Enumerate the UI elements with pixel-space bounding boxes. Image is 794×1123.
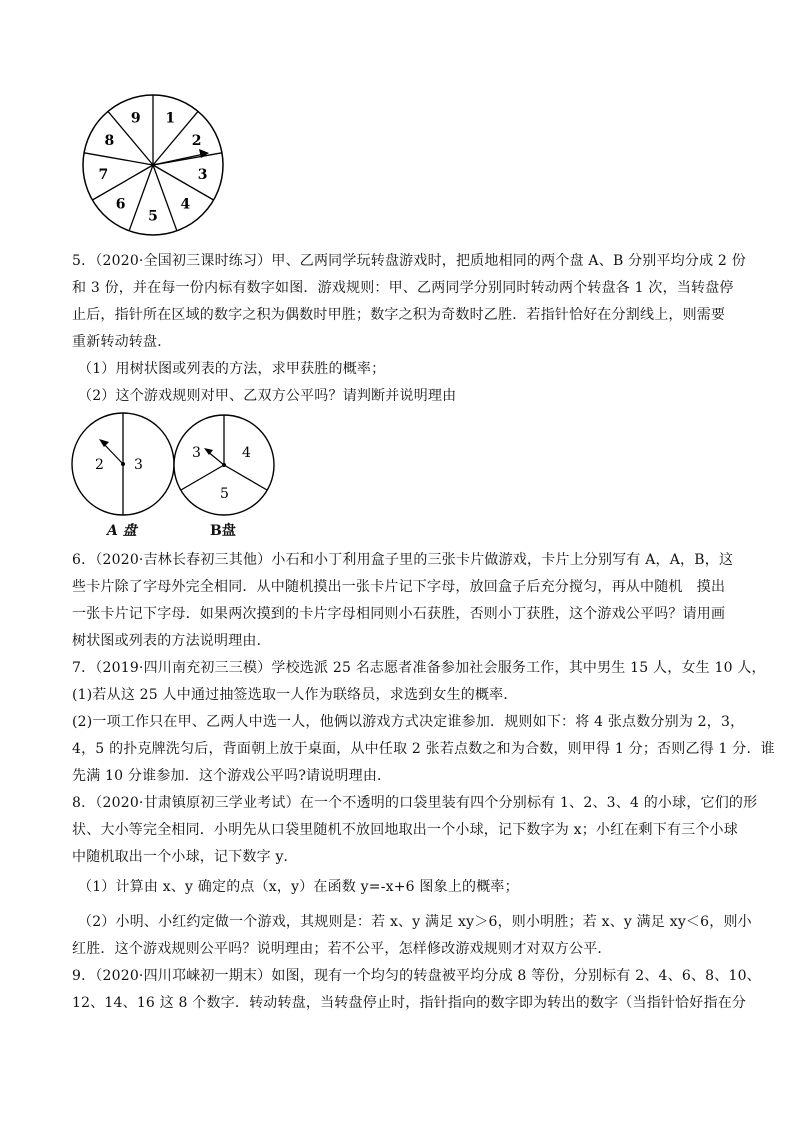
text-line: 树状图或列表的方法说明理由． (72, 633, 271, 649)
text-line: 状、大小等完全相同．小明先从口袋里随机不放回地取出一个小球，记下数字为 x；小红在剩下有三个小球 (72, 822, 738, 838)
disk-b (172, 413, 276, 517)
text-line: （2）这个游戏规则对甲、乙双方公平吗？请判断并说明理由 (78, 388, 457, 404)
text-line: (2)一项工作只在甲、乙两人中选一人，他俩以游戏方式决定谁参加．规则如下：将 4 张点数分别为 2，3， (72, 714, 745, 730)
text-line: 9．（2020·四川邛崃初一期末）如图，现有一个均匀的转盘被平均分成 8 等份，分别标有 2、4、6、8、10、 (72, 968, 761, 984)
text-line: 一张卡片记下字母．如果两次摸到的卡片字母相同则小石获胜，否则小丁获胜，这个游戏公平吗？请用画 (72, 606, 726, 622)
wheel-sector-label: 6 (115, 196, 126, 213)
text-line: 12、14、16 这 8 个数字．转动转盘，当转盘停止时，指针指向的数字即为转出的数字（当指针恰好指在分 (72, 995, 747, 1011)
disk-a (70, 412, 176, 518)
wheel-sector-label: 2 (191, 132, 202, 149)
text-line: 8．（2020·甘肃镇原初三学业考试）在一个不透明的口袋里装有四个分别标有 1、2、3、4 的小球，它们的形 (72, 795, 758, 811)
spinner-wheel-9 (78, 93, 228, 237)
disk-a-caption: A 盘 (107, 523, 137, 539)
text-line: (1)若从这 25 人中通过抽签选取一人作为联络员，求选到女生的概率． (72, 687, 518, 703)
text-line: 重新转动转盘． (72, 334, 172, 350)
text-line: 些卡片除了字母外完全相同．从中随机摸出一张卡片记下字母，放回盒子后充分搅匀，再从中随机 摸出 (72, 579, 726, 595)
text-line: 4，5 的扑克牌洗匀后，背面朝上放于桌面，从中任取 2 张若点数之和为合数，则甲得 1 分；否则乙得 1 分．谁 (72, 741, 775, 757)
wheel-sector-label: 3 (197, 166, 208, 183)
disk-b-label-left: 3 (192, 445, 201, 461)
text-line: 先满 10 分谁参加．这个游戏公平吗?请说明理由． (72, 768, 392, 784)
text-line: 6．（2020·吉林长春初三其他）小石和小丁利用盒子里的三张卡片做游戏，卡片上分别写有 A，A，B，这 (72, 552, 734, 568)
text-line: 红胜．这个游戏规则公平吗？说明理由；若不公平，怎样修改游戏规则才对双方公平． (72, 941, 612, 957)
text-line: 7．（2019·四川南充初三三模）学校选派 25 名志愿者准备参加社会服务工作，其中男生 15 人，女生 10 人， (72, 660, 766, 676)
wheel-sector-label: 4 (180, 196, 191, 213)
disk-b-caption: B盘 (210, 523, 236, 539)
disk-a-label-left: 2 (95, 457, 104, 473)
text-line: （1）计算由 x、y 确定的点（x，y）在函数 y=-x+6 图象上的概率； (78, 879, 519, 895)
text-line: 止后，指针所在区域的数字之积为偶数时甲胜；数字之积为奇数时乙胜．若指针恰好在分割线上，则需要 (72, 307, 726, 323)
wheel-sector-label: 5 (148, 208, 158, 225)
disk-b-label-bottom: 5 (220, 486, 229, 502)
text-line: （1）用树状图或列表的方法，求甲获胜的概率； (78, 361, 386, 377)
disk-a-label-right: 3 (134, 457, 143, 473)
wheel-sector-label: 7 (98, 166, 109, 183)
wheel-sector-label: 9 (130, 110, 141, 127)
disk-b-label-right: 4 (242, 445, 251, 461)
text-line: （2）小明、小红约定做一个游戏，其规则是：若 x、y 满足 xy＞6，则小明胜；若 x、y 满足 xy＜6，则小 (78, 914, 752, 930)
text-line: 5．（2020·全国初三课时练习）甲、乙两同学玩转盘游戏时，把质地相同的两个盘 A、B 分别平均分成 2 份 (72, 253, 746, 269)
wheel-sector-label: 8 (104, 132, 115, 149)
text-line: 中随机取出一个小球，记下数字 y． (72, 849, 298, 865)
text-line: 和 3 份，并在每一份内标有数字如图．游戏规则：甲、乙两同学分别同时转动两个转盘各 1 次，当转盘停 (72, 280, 734, 296)
wheel-sector-label: 1 (165, 110, 176, 127)
